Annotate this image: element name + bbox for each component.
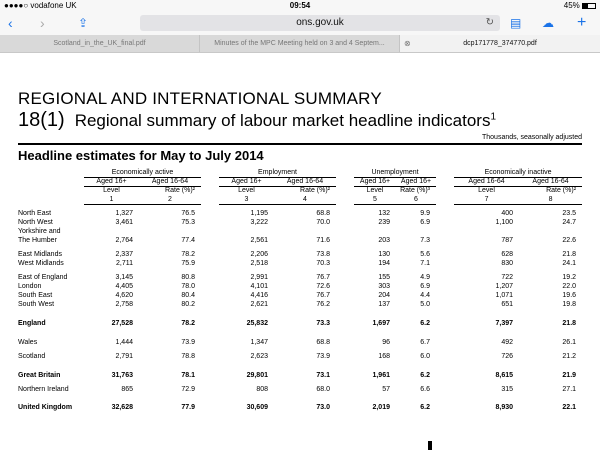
data-cell: 29,801 (246, 371, 268, 379)
data-cell: 80.8 (181, 274, 195, 281)
group-header: Economically inactive (454, 168, 582, 177)
data-cell: 168 (378, 352, 390, 360)
region-label: Scotland (18, 352, 46, 360)
data-cell: 8,930 (495, 404, 514, 411)
data-cell: 239 (378, 219, 390, 226)
data-cell: 1,195 (250, 210, 268, 217)
region-label: North West (18, 219, 53, 226)
data-cell: 2,621 (250, 301, 268, 308)
data-cell: 2,791 (115, 352, 133, 360)
url-text: ons.gov.uk (296, 17, 344, 28)
data-cell: 68.8 (316, 210, 330, 217)
heading-rule (18, 143, 582, 145)
data-cell: 19.8 (562, 301, 577, 308)
table-row (18, 349, 582, 363)
data-cell: 26.1 (562, 338, 577, 346)
data-cell: 24.1 (562, 260, 577, 267)
data-cell: 22.0 (562, 283, 577, 290)
data-cell: 6.7 (420, 338, 431, 346)
share-icon[interactable]: ⇪ (78, 16, 89, 30)
table-row (18, 368, 582, 382)
data-cell: 4.4 (420, 292, 431, 299)
data-cell: 1,961 (372, 371, 390, 379)
data-cell: 21.8 (562, 251, 577, 258)
data-cell: 132 (378, 210, 390, 217)
data-cell (396, 227, 436, 236)
measure-header: Rate (%)² (165, 187, 195, 195)
tab-title: Minutes of the MPC Meeting held on 3 and 4 Septem... (214, 40, 385, 47)
data-cell: 73.3 (316, 319, 330, 327)
data-cell: 2,206 (250, 251, 268, 258)
table-row (18, 273, 582, 282)
data-cell: 78.2 (181, 319, 195, 327)
age-header: Aged 16+ (354, 177, 396, 186)
data-cell: 19.6 (562, 292, 577, 299)
table-subtitle: Thousands, seasonally adjusted (481, 134, 582, 141)
data-cell: 2,561 (250, 237, 268, 244)
address-bar[interactable] (140, 15, 500, 31)
data-cell: 21.8 (562, 319, 577, 327)
data-cell: 3,145 (115, 274, 133, 281)
tab-dcp-pdf[interactable] (400, 35, 600, 52)
region-label: Northern Ireland (18, 385, 69, 393)
region-label: East Midlands (18, 251, 62, 258)
table-row (18, 236, 582, 245)
data-cell: 77.4 (181, 237, 195, 244)
section-heading: Headline estimates for May to July 2014 (18, 148, 264, 163)
back-icon[interactable]: ‹ (8, 15, 13, 31)
data-cell (519, 227, 582, 236)
data-cell: 76.7 (316, 292, 330, 299)
data-cell: 1,207 (495, 283, 514, 290)
column-number: 6 (396, 195, 436, 204)
tab-scotland-pdf[interactable] (0, 35, 200, 52)
data-cell: 303 (378, 283, 390, 290)
data-cell: 787 (501, 237, 514, 244)
region-label: Wales (18, 338, 38, 346)
data-cell (354, 227, 396, 236)
reload-icon[interactable]: ↻ (485, 17, 494, 28)
data-cell: 8,615 (495, 371, 514, 379)
data-cell: 315 (501, 385, 514, 393)
data-cell: 7,397 (495, 319, 514, 327)
region-label: Yorkshire and (18, 228, 61, 235)
data-cell: 2,764 (115, 237, 133, 244)
data-cell: 75.9 (181, 260, 195, 267)
measure-header: Rate (%)³ (400, 187, 431, 195)
data-cell: 2,758 (115, 301, 133, 308)
table-body (18, 209, 582, 412)
bookmarks-icon[interactable]: ▤ (510, 16, 522, 30)
data-cell: 77.9 (181, 404, 195, 411)
group-header-row (18, 168, 582, 177)
age-header: Aged 16+ (396, 177, 436, 186)
column-number: 1 (84, 195, 139, 204)
column-number: 4 (274, 195, 336, 204)
title-footnote: 1 (490, 111, 497, 123)
text-cursor (428, 441, 432, 450)
age-header: Aged 16+ (84, 177, 139, 186)
data-cell: 137 (378, 301, 390, 308)
data-cell: 3,222 (250, 219, 268, 226)
data-cell: 492 (501, 338, 514, 346)
forward-icon[interactable]: › (40, 15, 45, 31)
data-cell: 1,444 (115, 338, 133, 346)
data-cell: 22.6 (562, 237, 577, 244)
data-cell: 70.3 (316, 260, 330, 267)
pdf-page (0, 89, 600, 412)
table-row (18, 300, 582, 309)
data-cell: 32,628 (111, 404, 133, 411)
data-cell: 19.2 (562, 274, 577, 281)
region-label: London (18, 283, 42, 290)
data-cell (84, 227, 139, 236)
data-cell: 21.9 (562, 371, 577, 379)
table-row (18, 259, 582, 268)
battery-indicator (564, 1, 596, 10)
data-cell: 2,518 (250, 260, 268, 267)
data-cell: 73.0 (316, 404, 330, 411)
data-cell: 76.5 (181, 210, 195, 217)
data-cell: 78.1 (181, 371, 195, 379)
data-cell: 865 (121, 385, 133, 393)
data-cell: 130 (378, 251, 390, 258)
data-cell (219, 227, 274, 236)
tab-title: dcp171778_374770.pdf (463, 40, 537, 47)
region-label: South East (18, 292, 53, 299)
data-cell: 7.3 (420, 237, 431, 244)
region-label: The Humber (18, 237, 57, 244)
region-label: South West (18, 301, 55, 308)
browser-toolbar (0, 12, 600, 35)
table-row (18, 227, 582, 236)
carrier-label: ●●●●○ vodafone UK (4, 1, 77, 10)
group-header: Unemployment (354, 168, 436, 177)
data-cell: 6.0 (420, 352, 431, 360)
data-cell: 25,832 (246, 319, 268, 327)
data-cell: 68.0 (316, 385, 330, 393)
data-cell: 5.6 (420, 251, 431, 258)
data-cell: 76.2 (316, 301, 330, 308)
battery-icon (582, 3, 596, 9)
tab-bar (0, 35, 600, 53)
table-row (18, 335, 582, 349)
measure-header: Rate (%)² (300, 187, 330, 195)
data-cell: 72.9 (181, 385, 195, 393)
table-row (18, 218, 582, 227)
data-cell: 6.2 (420, 319, 431, 327)
data-cell: 57 (382, 385, 390, 393)
data-cell: 4,620 (115, 292, 133, 299)
data-cell: 80.4 (181, 292, 195, 299)
table-heading (18, 109, 582, 132)
table-row (18, 316, 582, 330)
data-cell: 808 (256, 385, 268, 393)
data-cell: 73.1 (316, 371, 330, 379)
data-cell: 3,461 (115, 219, 133, 226)
data-cell: 68.8 (316, 338, 330, 346)
column-number: 3 (219, 195, 274, 204)
region-label: North East (18, 210, 52, 217)
close-tab-icon[interactable]: ⊗ (404, 39, 411, 48)
data-cell: 6.9 (420, 219, 431, 226)
data-cell: 24.7 (562, 219, 577, 226)
data-cell: 6.2 (420, 404, 431, 411)
data-cell: 5.0 (420, 301, 431, 308)
data-cell: 1,327 (115, 210, 133, 217)
data-cell: 155 (378, 274, 390, 281)
data-cell: 6.6 (420, 385, 431, 393)
data-cell: 2,623 (250, 352, 268, 360)
table-number: 18(1) (18, 109, 65, 131)
data-cell (274, 227, 336, 236)
table-row (18, 403, 582, 412)
data-cell: 78.8 (181, 352, 195, 360)
data-cell: 80.2 (181, 301, 195, 308)
region-label: England (18, 319, 46, 327)
data-cell: 78.2 (181, 251, 195, 258)
document-title: REGIONAL AND INTERNATIONAL SUMMARY (18, 89, 382, 108)
data-cell: 400 (501, 210, 514, 217)
age-header: Aged 16-64 (274, 177, 336, 186)
data-cell: 2,711 (116, 260, 133, 267)
data-cell: 30,609 (246, 404, 268, 411)
group-header: Employment (219, 168, 336, 177)
table-row (18, 291, 582, 300)
data-cell: 4.9 (420, 274, 431, 281)
data-cell: 31,763 (111, 371, 133, 379)
region-label: East of England (18, 274, 68, 281)
data-cell: 6.2 (420, 371, 431, 379)
data-cell: 21.2 (562, 352, 577, 360)
data-cell: 6.9 (420, 283, 431, 290)
data-cell: 722 (501, 274, 514, 281)
data-cell: 4,101 (250, 283, 268, 290)
tab-mpc-minutes[interactable] (200, 35, 400, 52)
age-header: Aged 16-64 (139, 177, 201, 186)
column-number-row (18, 195, 582, 204)
data-cell: 1,071 (495, 292, 514, 299)
measure-header: Level (103, 187, 120, 195)
data-cell: 2,337 (115, 251, 133, 258)
data-cell: 23.5 (562, 210, 577, 217)
measure-header-row (18, 186, 582, 195)
data-cell: 4,405 (115, 283, 133, 290)
measure-header: Level (478, 187, 495, 195)
labour-market-table (18, 168, 582, 412)
data-cell: 204 (378, 292, 390, 299)
data-cell: 70.0 (316, 219, 330, 226)
data-cell: 830 (501, 260, 514, 267)
data-cell: 76.7 (316, 274, 330, 281)
column-number: 2 (139, 195, 201, 204)
data-cell: 1,697 (372, 319, 390, 327)
column-number: 5 (354, 195, 396, 204)
age-header: Aged 16+ (219, 177, 274, 186)
data-cell (139, 227, 201, 236)
data-cell: 9.9 (420, 210, 431, 217)
table-row (18, 382, 582, 396)
tab-title: Scotland_in_the_UK_final.pdf (53, 40, 146, 47)
data-cell: 4,416 (250, 292, 268, 299)
data-cell: 2,019 (372, 404, 390, 411)
region-label: United Kingdom (18, 404, 73, 411)
table-row (18, 209, 582, 218)
data-cell: 73.8 (316, 251, 330, 258)
measure-header: Level (366, 187, 384, 195)
column-number: 7 (454, 195, 519, 204)
data-cell: 75.3 (181, 219, 195, 226)
data-cell: 96 (382, 338, 390, 346)
data-cell: 73.9 (316, 352, 330, 360)
age-header: Aged 16-64 (519, 177, 582, 186)
data-cell: 1,347 (250, 338, 268, 346)
data-cell: 71.6 (316, 237, 330, 244)
group-header: Economically active (84, 168, 201, 177)
data-cell: 7.1 (420, 260, 431, 267)
data-cell: 27,528 (111, 319, 133, 327)
status-bar (0, 0, 600, 12)
battery-percent: 45% (563, 1, 580, 10)
table-title-text: Regional summary of labour market headline indicators (74, 111, 491, 130)
age-header: Aged 16-64 (454, 177, 519, 186)
data-cell: 203 (378, 237, 390, 244)
data-cell: 72.6 (316, 283, 330, 290)
data-cell: 651 (501, 301, 514, 308)
measure-header: Level (238, 187, 255, 195)
data-cell: 726 (501, 352, 514, 360)
data-cell: 73.9 (181, 338, 195, 346)
region-label: West Midlands (18, 260, 64, 267)
clock: 09:54 (289, 1, 311, 10)
region-label: Great Britain (18, 371, 61, 379)
age-header-row (18, 177, 582, 186)
data-cell: 78.0 (181, 283, 195, 290)
data-cell: 194 (378, 260, 390, 267)
table-title (75, 111, 496, 131)
data-cell: 22.1 (562, 404, 577, 411)
data-cell: 2,991 (250, 274, 268, 281)
cloud-tabs-icon[interactable]: ☁ (542, 16, 554, 30)
measure-header: Rate (%)² (546, 187, 577, 195)
column-number: 8 (519, 195, 582, 204)
data-cell: 27.1 (562, 385, 577, 393)
data-cell: 1,100 (495, 219, 514, 226)
new-tab-icon[interactable]: + (577, 14, 587, 31)
table-row (18, 282, 582, 291)
data-cell: 628 (501, 251, 514, 258)
table-row (18, 250, 582, 259)
data-cell (454, 227, 519, 236)
